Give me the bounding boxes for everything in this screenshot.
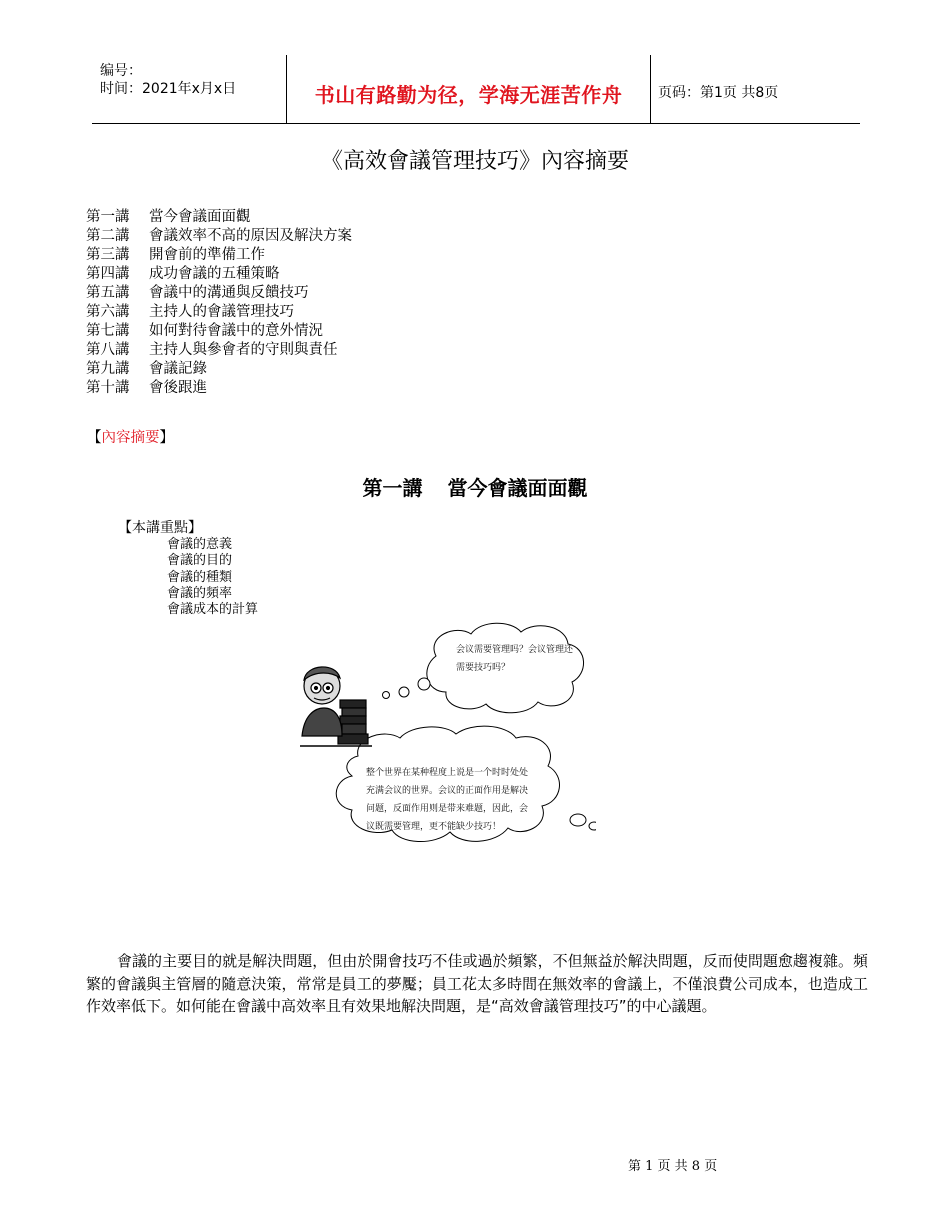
- toc-item: [86, 246, 352, 265]
- toc-item-title: 成功會議的五種策略: [149, 266, 280, 282]
- meeting-cartoon-illustration: [296, 616, 596, 952]
- table-of-contents: [86, 208, 352, 398]
- toc-item-title: 會議效率不高的原因及解決方案: [149, 228, 352, 244]
- key-points-heading: 【本講重點】: [118, 520, 202, 536]
- toc-item: [86, 303, 352, 322]
- toc-item-title: 會後跟進: [149, 380, 207, 396]
- man-character-icon: [300, 667, 372, 746]
- toc-item: [86, 227, 352, 246]
- toc-item-title: 開會前的準備工作: [149, 247, 265, 263]
- toc-item-number: 第九講: [86, 361, 130, 377]
- summary-bracket-close: 】: [159, 430, 174, 446]
- toc-item-title: 如何對待會議中的意外情況: [149, 323, 323, 339]
- toc-item-number: 第五講: [86, 285, 130, 301]
- toc-item-number: 第四講: [86, 266, 130, 282]
- bubble-1-text: 会议需要管理吗？会议管理还需要技巧吗？: [456, 645, 574, 673]
- page-footer: 第 1 页 共 8 页: [628, 1159, 718, 1174]
- key-points-list: [167, 537, 258, 618]
- document-title: 《高效會議管理技巧》內容摘要: [320, 149, 629, 174]
- header-number-label: 编号：: [100, 63, 142, 79]
- toc-item: [86, 284, 352, 303]
- toc-item-title: 主持人與參會者的守則與責任: [149, 342, 338, 358]
- body-paragraph: 會議的主要目的就是解決問題，但由於開會技巧不佳或過於頻繁，不但無益於解決問題，反而使問題愈趨複雜。頻繁的會議與主管層的隨意決策，常常是員工的夢魘；員工花太多時間在無效率的會議上，不僅浪費公司成本，也造成工作效率低下。如何能在會議中高效率且有效果地解決問題，是“高效會議管理技巧”的中心議題。: [86, 952, 868, 1015]
- toc-item: [86, 265, 352, 284]
- bubble-2-text: 整个世界在某种程度上说是一个时时处处充满会议的世界。会议的正面作用是解决问题，反面作用则是带来难题，因此，会议既需要管理，更不能缺少技巧！: [366, 768, 529, 832]
- summary-heading: [87, 426, 174, 447]
- header-time-label: 时间：2021年x月x日: [100, 81, 237, 97]
- toc-item: [86, 341, 352, 360]
- document-header: [92, 55, 860, 124]
- toc-item: [86, 208, 352, 227]
- header-motto: 书山有路勤为径，学海无涯苦作舟: [314, 83, 623, 107]
- key-point-item: 會議的種類: [167, 569, 233, 585]
- lecture-title: 第一講 當今會議面面觀: [362, 476, 588, 500]
- toc-item-number: 第一講: [86, 209, 130, 225]
- summary-heading-text: 內容摘要: [101, 430, 160, 446]
- toc-item-title: 當今會議面面觀: [149, 209, 251, 225]
- key-point-item: 會議的頻率: [167, 585, 233, 601]
- header-motto-cell: [286, 55, 651, 123]
- header-page-cell: [649, 55, 860, 123]
- header-page-label: 页码：第1页 共8页: [658, 85, 779, 101]
- toc-item: [86, 360, 352, 379]
- toc-item: [86, 322, 352, 341]
- summary-bracket-open: 【: [87, 430, 102, 446]
- toc-item-number: 第十講: [86, 380, 130, 396]
- toc-item-number: 第八講: [86, 342, 130, 358]
- header-meta-cell: [92, 55, 286, 123]
- toc-item-number: 第二講: [86, 228, 130, 244]
- toc-item-number: 第六講: [86, 304, 130, 320]
- toc-item-number: 第三講: [86, 247, 130, 263]
- key-point-item: 會議的目的: [167, 553, 233, 569]
- toc-item: [86, 379, 352, 398]
- toc-item-number: 第七講: [86, 323, 130, 339]
- key-point-item: 會議成本的計算: [167, 602, 259, 618]
- toc-item-title: 會議中的溝通與反饋技巧: [149, 285, 309, 301]
- toc-item-title: 主持人的會議管理技巧: [149, 304, 294, 320]
- key-point-item: 會議的意義: [167, 537, 233, 552]
- toc-item-title: 會議記錄: [149, 361, 207, 377]
